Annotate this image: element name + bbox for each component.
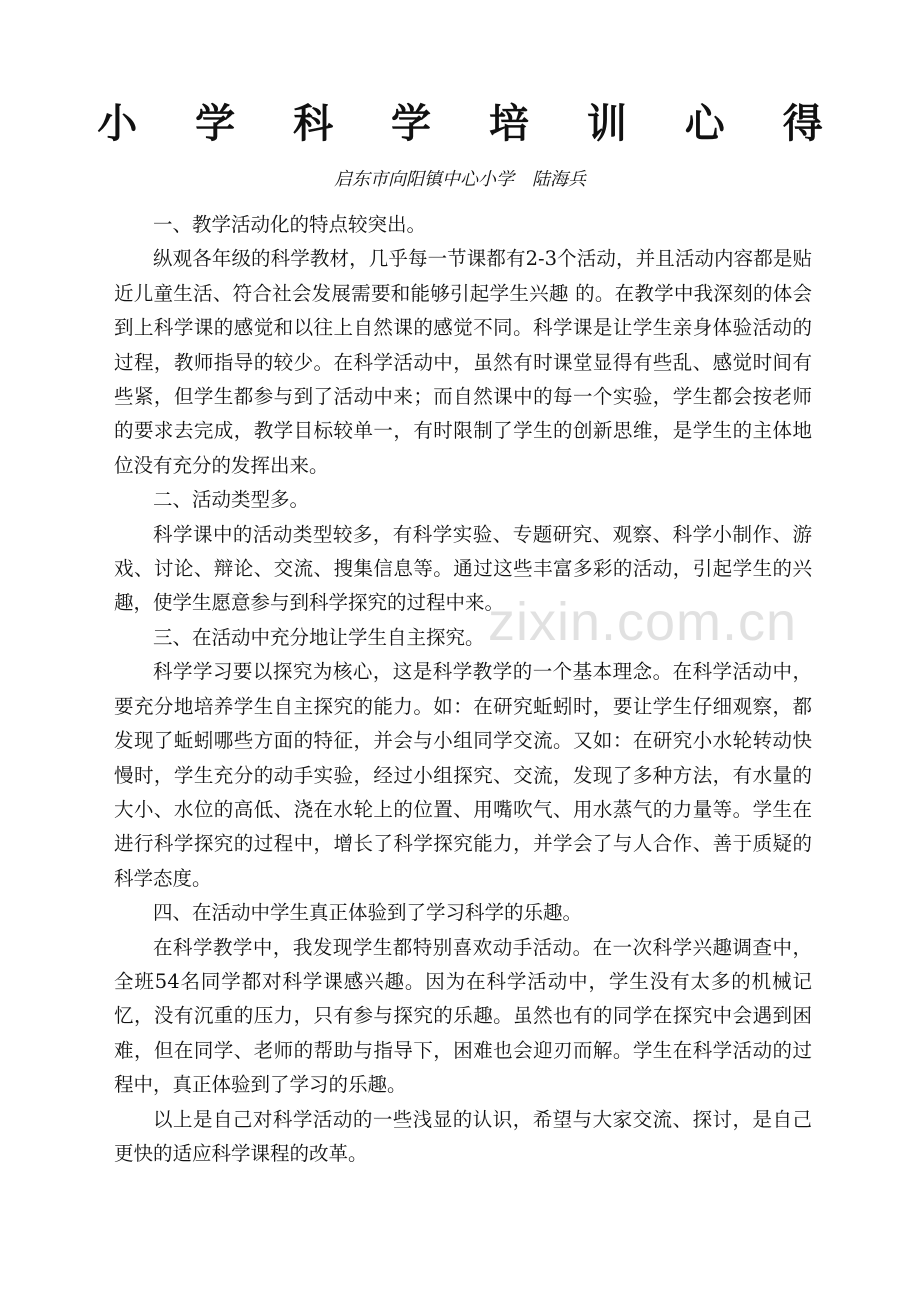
closing-paragraph: 以上是自己对科学活动的一些浅显的认识，希望与大家交流、探讨，是自己更快的适应科学课程的改革。 (114, 1107, 812, 1165)
section-heading-4: 四、在活动中学生真正体验到了学习科学的乐趣。 (153, 901, 583, 925)
section-heading-3: 三、在活动中充分地让学生自主探究。 (153, 625, 485, 649)
section-heading-1: 一、教学活动化的特点较突出。 (153, 213, 427, 236)
author-byline: 启东市向阳镇中心小学 陆海兵 (334, 169, 586, 190)
document-title: 小 学 科 学 培 训 心 得 (97, 100, 845, 147)
paragraph-3: 科学学习要以探究为核心，这是科学教学的一个基本理念。在科学活动中，要充分地培养学生自主探究的能力。如：在研究蚯蚓时，要让学生仔细观察，都发现了蚯蚓哪些方面的特征，并会与小组同学交流。又如：在研究小水轮转动快慢时，学生充分的动手实验，经过小组探究、交流，发现了多种方法，有水量的大小、水位的高低、浇在水轮上的位置、用嘴吹气、用水蒸气的力量等。学生在进行科学探究的过程中，增长了科学探究能力，并学会了与人合作、善于质疑的科学态度。 (114, 660, 812, 890)
paragraph-2: 科学课中的活动类型较多，有科学实验、专题研究、观察、科学小制作、游戏、讨论、辩论、交流、搜集信息等。通过这些丰富多彩的活动，引起学生的兴趣，使学生愿意参与到科学探究的过程中来。 (114, 522, 812, 615)
paragraph-1: 纵观各年级的科学教材，几乎每一节课都有2-3个活动，并且活动内容都是贴近儿童生活、符合社会发展需要和能够引起学生兴趣 的。在教学中我深刻的体会到上科学课的感觉和以往上自然课的感觉不同。科学课是让学生亲身体验活动的过程，教师指导的较少。在科学活动中，虽然有时课堂显得有些乱、感觉时间有些紧，但学生都参与到了活动中来；而自然课中的每一个实验，学生都会按老师的要求去完成，教学目标较单一，有时限制了学生的创新思维，是学生的主体地位没有充分的发挥出来。 (114, 247, 812, 477)
section-heading-2: 二、活动类型多。 (153, 488, 310, 512)
paragraph-4: 在科学教学中，我发现学生都特别喜欢动手活动。在一次科学兴趣调查中，全班54名同学都对科学课感兴趣。因为在科学活动中，学生没有太多的机械记忆，没有沉重的压力，只有参与探究的乐趣。虽然也有的同学在探究中会遇到困难，但在同学、老师的帮助与指导下，困难也会迎刃而解。学生在科学活动的过程中，真正体验到了学习的乐趣。 (114, 935, 812, 1097)
document-body (114, 208, 812, 1171)
watermark-text: zixin.com.cn (488, 592, 798, 652)
